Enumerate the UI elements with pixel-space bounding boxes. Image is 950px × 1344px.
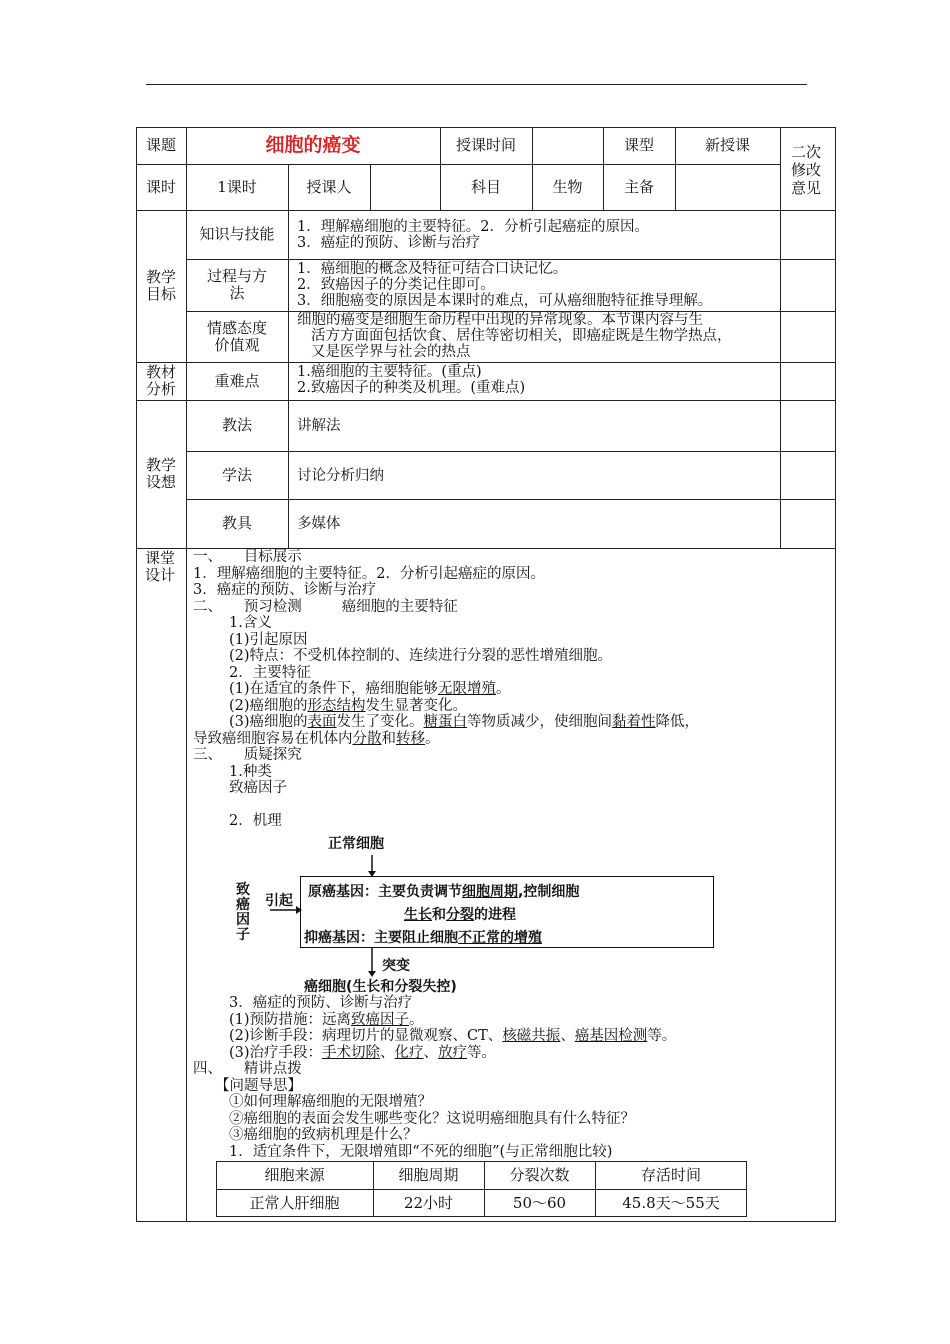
design-content: 一、 目标展示 1．理解癌细胞的主要特征。2．分析引起癌症的原因。 3．癌症的预防、诊断与治疗 二、 预习检测 癌细胞的主要特征 1.含义 (1)引起原因 (2)特点：不受机体控制的、连续进行分裂的恶性增殖细胞。 2．主要特征 (1)在适宜的条件下，癌细胞能够无限增殖。 (2)癌细胞的形态结构发生显著变化。 (3)癌细胞的表面发生了变化。糖蛋白等物质减少，使细胞间黏着性降低， 导致癌细胞容易在机体内分散和转移。 三、 质疑探究 1.种类 致癌因子 2．机理 [193, 549, 700, 829]
goal-content: 1．癌细胞的概念及特征可结合口诀记忆。 2．致癌因子的分类记住即可。 3．细胞癌变的原因是本课时的难点，可从癌细胞特征推导理解。 [297, 261, 713, 309]
header-rule [146, 84, 807, 85]
study-name: 学法 [221, 465, 252, 484]
label-time: 授课时间 [455, 136, 516, 154]
teacher-value [370, 164, 440, 210]
label-subject: 科目 [470, 177, 501, 196]
goal-name: 情感态度价值观 [206, 318, 267, 354]
study-value: 讨论分析归纳 [297, 468, 384, 484]
hours-value: 1课时 [217, 177, 257, 196]
tool-name: 教具 [221, 514, 252, 532]
diagram-cancer-cell: 癌细胞(生长和分裂失控) [304, 979, 457, 995]
revision-label: 二次修改意见 [790, 143, 821, 197]
material-content: 1.癌细胞的主要特征。(重点) 2.致癌因子的种类及机理。(重难点) [297, 364, 526, 396]
subject-value: 生物 [552, 177, 583, 196]
table-header: 细胞来源 [264, 1165, 325, 1184]
table-cell: 22小时 [403, 1193, 454, 1212]
table-cell: 正常人肝细胞 [249, 1193, 340, 1212]
tool-value: 多媒体 [297, 516, 341, 532]
design-content-cont: 3．癌症的预防、诊断与治疗 (1)预防措施：远离致癌因子。 (2)诊断手段：病理切片的显微观察、CT、核磁共振、癌基因检测等。 (3)治疗手段：手术切除、化疗、放疗等。 四、 精讲点拨 【问题导思】 ①如何理解癌细胞的无限增殖？ ②癌细胞的表面会发生哪些变化？这说明癌细胞具有什么特征？ ③癌细胞的致病机理是什么？ 1．适宜条件下，无限增殖即“不死的细胞”(与正常细胞比较) [193, 995, 677, 1160]
goal-content: 细胞的癌变是细胞生命历程中出现的异常现象。本节课内容与生 活方方面面包括饮食、居住等密切相关，即癌症既是生物学热点， 又是医学界与社会的热点 [297, 312, 732, 360]
time-value [532, 127, 603, 164]
diagram-trigger: 引起 [265, 893, 293, 909]
diagram-suppressor-gene: 抑癌基因：主要阻止细胞不正常的增殖 [304, 930, 542, 946]
method-name: 教法 [221, 416, 252, 434]
table-header: 细胞周期 [398, 1165, 459, 1184]
table-cell: 45.8天～55天 [622, 1193, 720, 1212]
goal-content: 1．理解癌细胞的主要特征。2．分析引起癌症的原因。 3．癌症的预防、诊断与治疗 [297, 219, 649, 251]
teaching-label: 教学设想 [145, 456, 176, 491]
design-label: 课堂设计 [145, 549, 176, 584]
label-teacher: 授课人 [306, 177, 352, 196]
goals-label: 教学目标 [145, 268, 176, 303]
diagram-mutate: 突变 [382, 958, 410, 974]
diagram-proto-oncogene-2: 生长和分裂的进程 [404, 907, 516, 923]
carcinogenesis-diagram [228, 833, 738, 995]
type-value: 新授课 [704, 136, 750, 154]
method-value: 讲解法 [297, 418, 341, 434]
goal-name: 过程与方法 [206, 267, 267, 302]
goal-name: 知识与技能 [199, 225, 275, 243]
table-header: 存活时间 [640, 1165, 701, 1184]
table-cell: 50～60 [512, 1193, 567, 1212]
diagram-normal-cell: 正常细胞 [328, 836, 384, 852]
label-type: 课型 [623, 136, 654, 154]
material-label: 教材分析 [145, 363, 176, 398]
diagram-proto-oncogene: 原癌基因：主要负责调节细胞周期,控制细胞 [308, 884, 580, 900]
diagram-carcinogen: 致癌因子 [236, 882, 250, 943]
lead-value [675, 164, 780, 210]
label-title: 课题 [145, 136, 176, 154]
material-name: 重难点 [214, 371, 260, 390]
cell-comparison-table [216, 1161, 747, 1217]
label-lead: 主备 [623, 177, 654, 196]
label-hours: 课时 [145, 177, 176, 196]
table-header: 分裂次数 [509, 1165, 570, 1184]
lesson-title: 细胞的癌变 [265, 134, 361, 156]
